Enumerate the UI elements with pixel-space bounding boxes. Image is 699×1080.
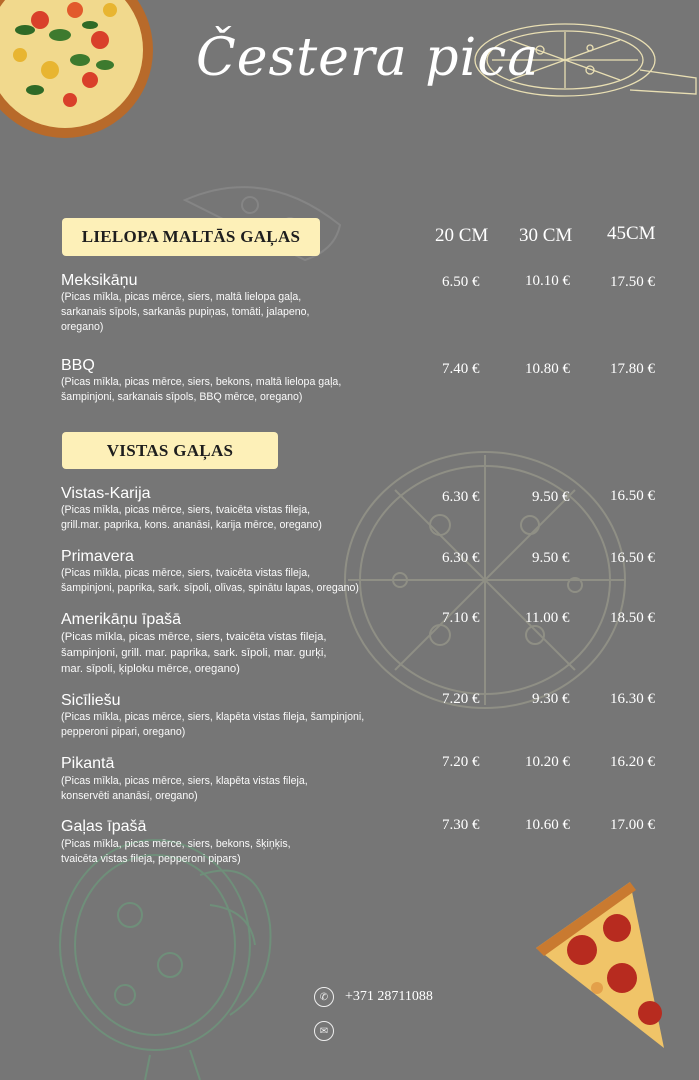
price-30cm: 9.50 € [532, 489, 570, 505]
price-20cm: 7.40 € [442, 361, 480, 377]
item-description: (Picas mīkla, picas mērce, siers, maltā lielopa gaļa, sarkanais sīpols, sarkanās pupiņas, tomāti, jalapeno, oregano) [61, 291, 310, 333]
price-30cm: 10.80 € [525, 361, 570, 377]
phone-number[interactable]: +371 28711088 [345, 989, 433, 1004]
price-30cm: 10.60 € [525, 817, 570, 833]
item-description: (Picas mīkla, picas mērce, siers, bekons, šķiņķis, tvaicēta vistas fileja, pepperoni pipars) [61, 838, 291, 865]
item-description: (Picas mīkla, picas mērce, siers, tvaicēta vistas fileja, šampinjoni, paprika, sark. sīpoli, olīvas, spinātu lapas, oregano) [61, 567, 359, 594]
item-description: (Picas mīkla, picas mērce, siers, tvaicēta vistas fileja, šampinjoni, grill. mar. paprika, sark. sīpoli, mar. gurķi, mar. sīpoli, ķiploku mērce, oregano) [61, 631, 327, 675]
item-name: Pikantā [61, 755, 115, 772]
margherita-pizza-image [0, 0, 160, 145]
item-description: (Picas mīkla, picas mērce, siers, tvaicēta vistas fileja, grill.mar. paprika, kons. ananāsi, karija mērce, oregano) [61, 504, 322, 531]
section-banner-beef: LIELOPA MALTĀS GAĻAS [62, 218, 320, 256]
pepperoni-slice-image [522, 878, 674, 1053]
price-30cm: 9.30 € [532, 691, 570, 707]
price-30cm: 11.00 € [525, 610, 570, 626]
price-20cm: 6.30 € [442, 489, 480, 505]
price-45cm: 16.50 € [610, 488, 655, 504]
item-name: Primavera [61, 548, 134, 565]
section-banner-chicken: VISTAS GAĻAS [62, 432, 278, 469]
item-name: BBQ [61, 357, 95, 374]
item-name: Sicīliešu [61, 692, 121, 709]
price-30cm: 10.20 € [525, 754, 570, 770]
mail-icon[interactable]: ✉ [314, 1021, 334, 1041]
size-header-20: 20 CM [435, 225, 489, 246]
price-45cm: 17.80 € [610, 361, 655, 377]
price-20cm: 7.10 € [442, 610, 480, 626]
size-header-30: 30 CM [519, 225, 573, 246]
size-header-45: 45CM [607, 223, 656, 244]
item-description: (Picas mīkla, picas mērce, siers, klapēta vistas fileja, konservēti ananāsi, oregano) [61, 775, 308, 802]
price-45cm: 17.50 € [610, 274, 655, 290]
item-name: Gaļas īpašā [61, 818, 147, 835]
price-45cm: 16.20 € [610, 754, 655, 770]
price-20cm: 7.30 € [442, 817, 480, 833]
price-20cm: 7.20 € [442, 754, 480, 770]
item-name: Amerikāņu īpašā [61, 611, 182, 628]
item-name: Meksikāņu [61, 272, 138, 289]
price-20cm: 7.20 € [442, 691, 480, 707]
price-30cm: 10.10 € [525, 273, 570, 289]
item-description: (Picas mīkla, picas mērce, siers, bekons, maltā lielopa gaļa, šampinjoni, sarkanais sīpols, BBQ mērce, oregano) [61, 376, 342, 403]
price-20cm: 6.30 € [442, 550, 480, 566]
price-45cm: 16.50 € [610, 550, 655, 566]
item-description: (Picas mīkla, picas mērce, siers, klapēta vistas fileja, šampinjoni, pepperoni pipari, oregano) [61, 711, 365, 738]
item-name: Vistas-Karija [61, 485, 151, 502]
phone-icon: ✆ [314, 987, 334, 1007]
price-45cm: 18.50 € [610, 610, 655, 626]
restaurant-title: Čestera pica [196, 28, 540, 88]
price-30cm: 9.50 € [532, 550, 570, 566]
price-20cm: 6.50 € [442, 274, 480, 290]
price-45cm: 17.00 € [610, 817, 655, 833]
price-45cm: 16.30 € [610, 691, 655, 707]
